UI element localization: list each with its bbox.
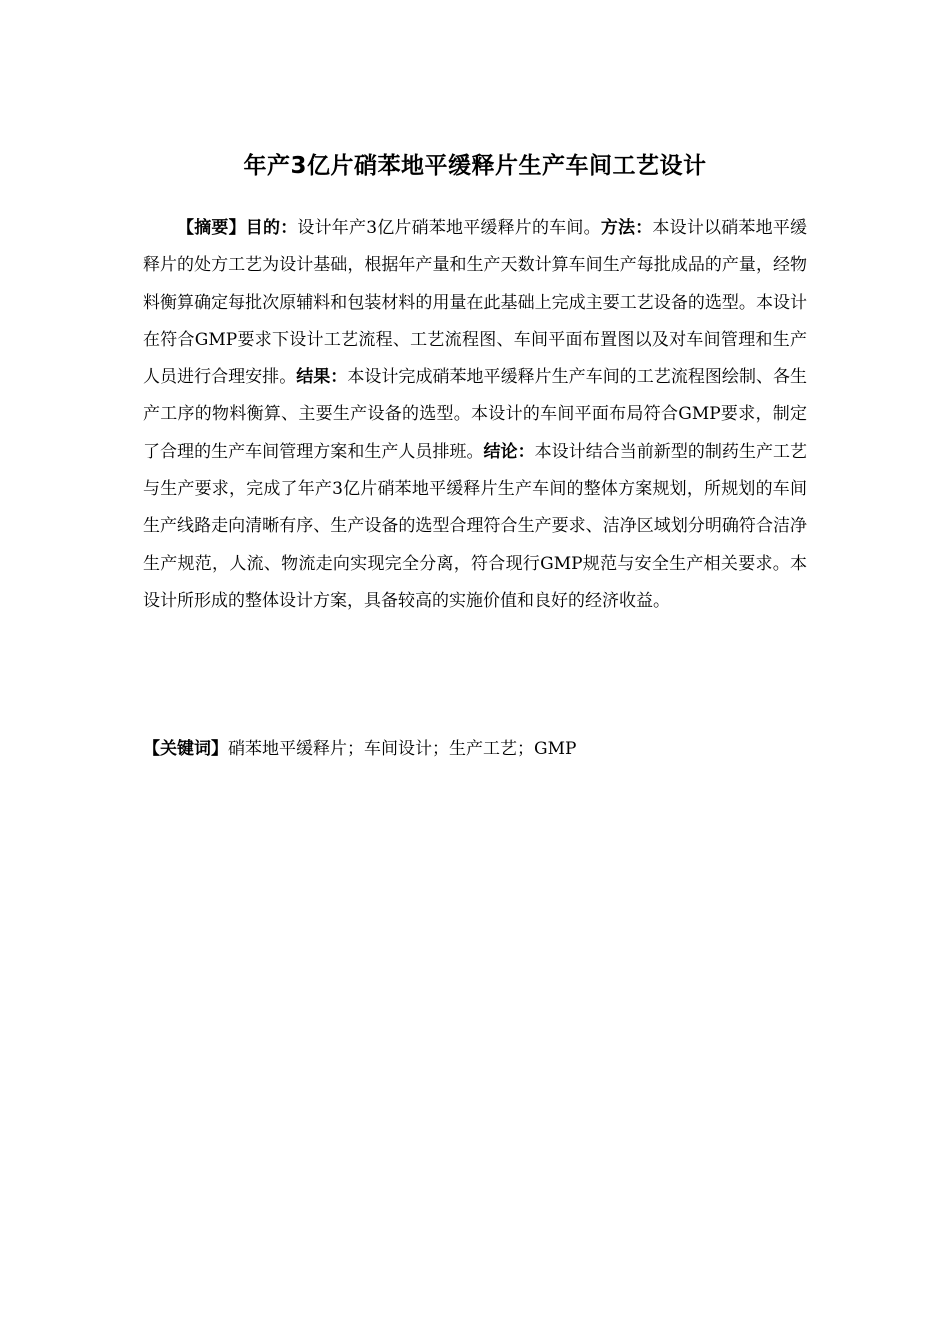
objective-label: 目的： bbox=[245, 218, 298, 238]
result-label: 结果： bbox=[296, 367, 348, 388]
conclusion-text: 本设计结合当前新型的制药生产工艺与生产要求，完成了年产3亿片硝苯地平缓释片生产车间的整体方案规划，所规划的车间生产线路走向清晰有序、生产设备的选型合理符合生产要求、洁净区域划分明确符合洁净生产规范，人流、物流走向实现完全分离，符合现行GMP规范与安全生产相关要求。本设计所形成的整体设计方案，具备较高的实施价值和良好的经济收益。 bbox=[143, 441, 808, 611]
keywords-paragraph bbox=[143, 731, 807, 768]
abstract-paragraph bbox=[143, 210, 807, 620]
conclusion-label: 结论： bbox=[483, 441, 535, 462]
keywords-label: 【关键词】 bbox=[143, 739, 228, 759]
keywords-text: 硝苯地平缓释片；车间设计；生产工艺；GMP bbox=[228, 739, 577, 759]
method-label: 方法： bbox=[600, 218, 653, 238]
method-text: 本设计以硝苯地平缓释片的处方工艺为设计基础，根据年产量和生产天数计算车间生产每批成品的产量，经物料衡算确定每批次原辅料和包装材料的用量在此基础上完成主要工艺设备的选型。本设计在符合GMP要求下设计工艺流程、工艺流程图、车间平面布置图以及对车间管理和生产人员进行合理安排。 bbox=[143, 218, 808, 388]
document-title: 年产3亿片硝苯地平缓释片生产车间工艺设计 bbox=[243, 153, 707, 179]
result-text: 本设计完成硝苯地平缓释片生产车间的工艺流程图绘制、各生产工序的物料衡算、主要生产设备的选型。本设计的车间平面布局符合GMP要求，制定了合理的生产车间管理方案和生产人员排班。 bbox=[143, 367, 808, 462]
abstract-label: 【摘要】 bbox=[177, 218, 246, 238]
objective-text: 设计年产3亿片硝苯地平缓释片的车间。 bbox=[297, 218, 601, 238]
